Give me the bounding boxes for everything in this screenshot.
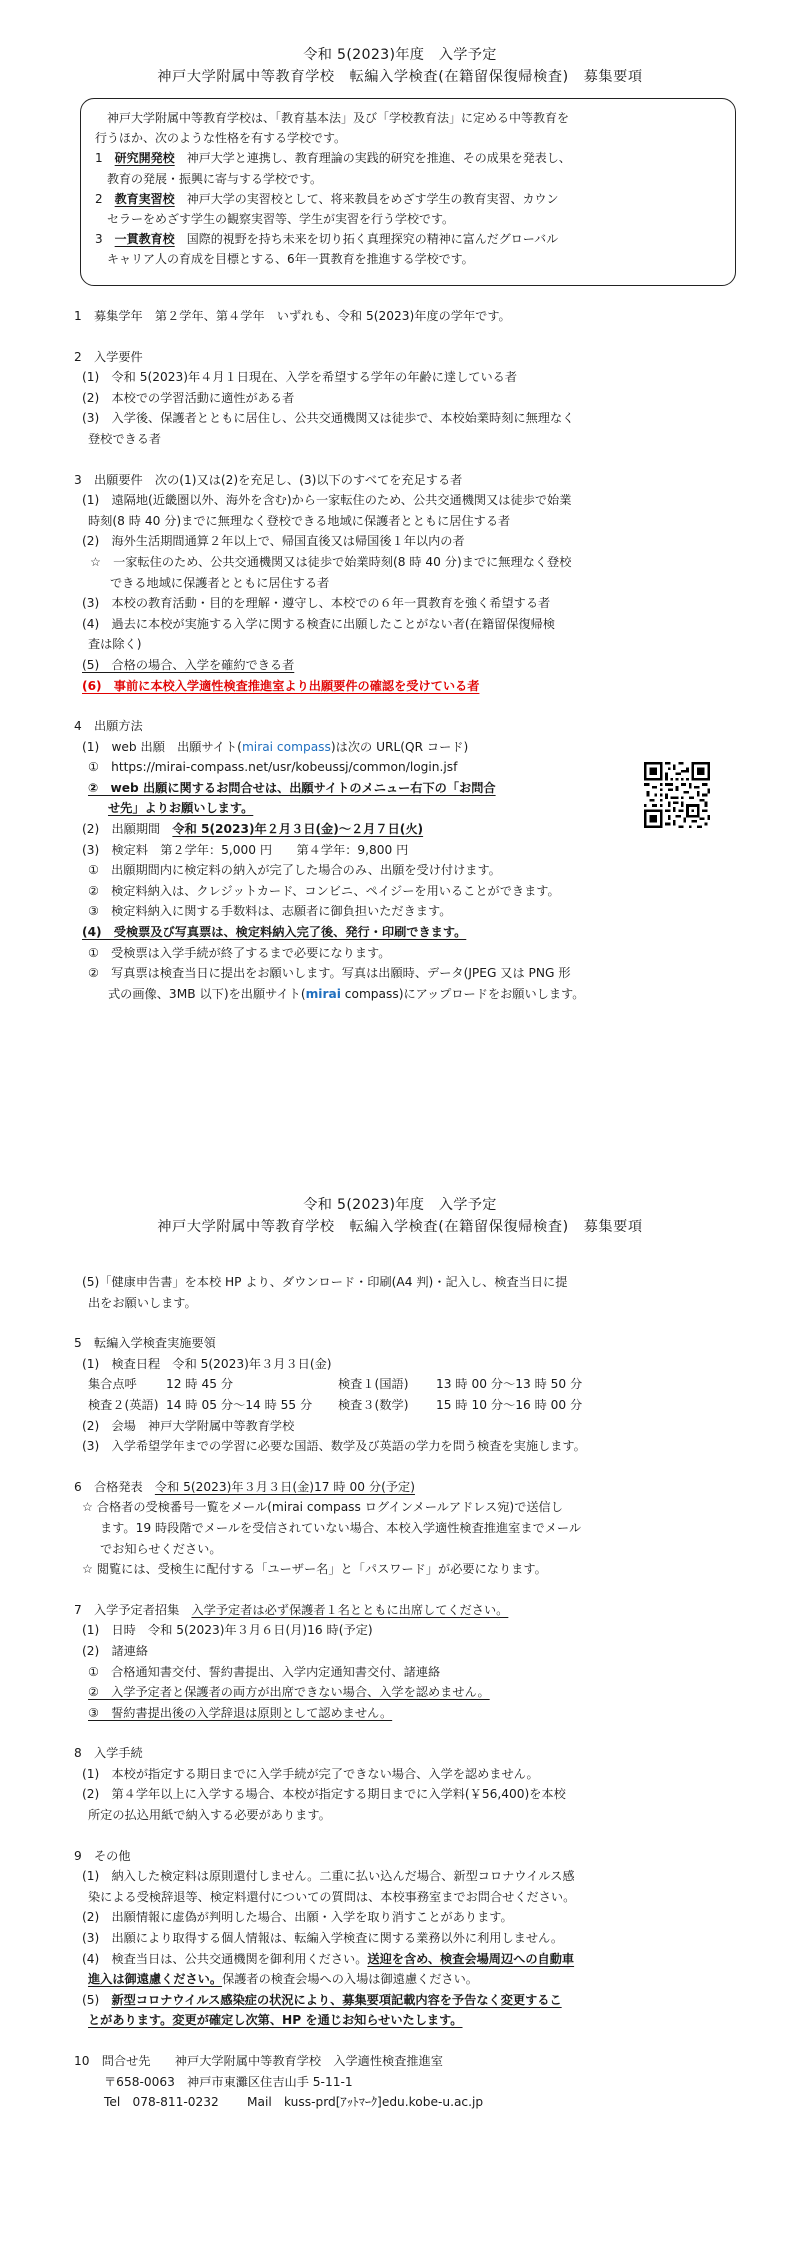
ticket-note-cont (74, 984, 740, 1005)
page-title (0, 44, 800, 88)
schedule-cell: 12 時 45 分 (166, 1377, 234, 1392)
page-2-body (74, 1272, 740, 2113)
mirai-word: mirai (305, 986, 341, 1001)
ticket-note-text-end: compass)にアップロードをお願いします。 (340, 986, 585, 1001)
intro-item-text: 神戸大学の実習校として、将来教員をめざす学生の教育実習、カウン (186, 191, 559, 206)
star-note-cont: できる地域に保護者とともに居住する者 (110, 575, 330, 590)
intro-item-text: 国際的視野を持ち未来を切り拓く真理探究の精神に富んだグローバル (186, 232, 559, 247)
list-item: (1) 令和 5(2023)年４月１日現在、入学を希望する学年の年齢に達している者 (82, 370, 518, 385)
mirai-compass-link[interactable]: mirai compass (241, 739, 331, 754)
intro-item-text-cont: キャリア人の育成を目標とする、6年一貫教育を推進する学校です。 (107, 252, 474, 267)
section-4-application-method (74, 716, 740, 1004)
intro-item-num: 2 (95, 191, 103, 206)
exam-date: (1) 検査日程 令和 5(2023)年３月３日(金) (82, 1356, 332, 1371)
intro-item-head: 教育実習校 (114, 191, 175, 206)
red-emphasis-text: (6) 事前に本校入学適性検査推進室より出願要件の確認を受けている者 (82, 678, 480, 693)
section-heading (74, 1477, 740, 1498)
orientation-date: (1) 日時 令和 5(2023)年３月６日(月)16 時(予定) (82, 1623, 373, 1638)
agenda-item: ① 合格通知書交付、誓約書提出、入学内定通知書交付、諸連絡 (88, 1664, 441, 1679)
agenda-item (74, 1682, 740, 1703)
star-note: ☆ 一家転住のため、公共交通機関又は徒歩で始業時刻(8 時 40 分)までに無理なく登校 (90, 554, 572, 569)
star-note: ☆ 閲覧には、受検生に配付する「ユーザー名」と「パスワード」が必要になります。 (82, 1562, 547, 1577)
intro-item-3 (95, 229, 725, 249)
section-5-exam-outline (74, 1333, 740, 1457)
intro-item-1 (95, 148, 725, 168)
page-2 (0, 1150, 800, 2260)
list-item: (2) 本校での学習活動に適性がある者 (82, 390, 295, 405)
schedule-cell: 13 時 00 分～13 時 50 分 (436, 1377, 583, 1392)
section-heading: 10 問合せ先 神戸大学附属中等教育学校 入学適性検査推進室 (74, 2054, 443, 2068)
title-line-1: 令和 5(2023)年度 入学予定 (303, 1197, 497, 1213)
title-line-1: 令和 5(2023)年度 入学予定 (303, 47, 497, 63)
list-item-cont: 査は除く) (88, 637, 142, 652)
fee-note: ① 出願期間内に検定料の納入が完了した場合のみ、出願を受け付けます。 (88, 863, 501, 878)
page-1-body (74, 306, 740, 1004)
list-item: (2) 海外生活期間通算２年以上で、帰国直後又は帰国後１年以内の者 (82, 534, 465, 549)
ticket-text: (4) 受検票及び写真票は、検定料納入完了後、発行・印刷できます。 (82, 925, 467, 940)
schedule-cell: 検査１(国語) (338, 1377, 409, 1392)
bold-underline-text: 進入は御遠慮ください。 (88, 1972, 223, 1987)
section-heading: 4 出願方法 (74, 719, 143, 734)
web-application-line (74, 737, 740, 758)
list-item: (3) 入学後、保護者とともに居住し、公共交通機関又は徒歩で、本校始業時刻に無理なく (82, 411, 575, 426)
section-heading: 8 入学手続 (74, 1746, 143, 1761)
attendance-requirement: 入学予定者は必ず保護者１名とともに出席してください。 (191, 1602, 509, 1617)
exam-fee: (3) 検定料 第２学年：5,000 円 第４学年：9,800 円 (82, 842, 409, 857)
page-1 (0, 0, 800, 1130)
list-item (74, 1949, 740, 1970)
list-item-required-check (74, 676, 740, 697)
contact-tel-mail[interactable]: Tel 078-811-0232 Mail kuss-prd[ｱｯﾄﾏｰｸ]edu.kobe-u.ac.jp (104, 2095, 484, 2110)
health-declaration: (5)「健康申告書」を本校 HP より、ダウンロード・印刷(A4 判)・記入し、検査当日に提 (82, 1275, 568, 1289)
intro-item-text-cont: セラーをめざす学生の観察実習等、学生が実習を行う学校です。 (107, 212, 455, 227)
list-item: (1) 本校が指定する期日までに入学手続が完了できない場合、入学を認めません。 (82, 1766, 539, 1781)
list-item-text: 保護者の検査会場への入場は御遠慮ください。 (222, 1972, 478, 1987)
fee-note: ③ 検定料納入に関する手数料は、志願者に御負担いただきます。 (88, 904, 452, 919)
intro-item-num: 1 (95, 151, 103, 166)
star-note: ☆ 合格者の受検番号一覧をメール(mirai compass ログインメールアドレス宛)で送信し (82, 1500, 563, 1515)
title-line-2: 神戸大学附属中等教育学校 転編入学検査(在籍留保復帰検査) 募集要項 (157, 69, 643, 85)
inquiry-text-cont: せ先」よりお願いします。 (108, 801, 254, 816)
section-7-orientation (74, 1600, 740, 1724)
agenda-item (74, 1703, 740, 1724)
section-9-other (74, 1846, 740, 2031)
list-item: (1) 遠隔地(近畿圏以外、海外を含む)から一家転住のため、公共交通機関又は徒歩で始業 (82, 493, 572, 508)
ticket-issue (74, 922, 740, 943)
intro-item-head: 一貫教育校 (114, 232, 175, 247)
section-heading-text: 6 合格発表 (74, 1479, 155, 1494)
inquiry-text: ② web 出願に関するお問合せは、出願サイトのメニュー右下の「お問合 (88, 780, 496, 795)
list-item-num: (5) (82, 1992, 112, 2007)
star-note-cont: でお知らせください。 (100, 1541, 222, 1556)
period-dates: 令和 5(2023)年２月３日(金)～２月７日(火) (172, 822, 424, 837)
web-application-text: (1) web 出願 出願サイト( (82, 739, 242, 754)
inquiry-note-cont (74, 798, 740, 819)
health-declaration-cont: 出をお願いします。 (88, 1295, 197, 1310)
intro-item-text: 神戸大学と連携し、教育理論の実践的研究を推進、その成果を発表し、 (186, 151, 571, 166)
list-item-text: (5) 合格の場合、入学を確約できる者 (82, 657, 295, 672)
list-item (74, 655, 740, 676)
intro-box (80, 98, 736, 286)
orientation-agenda: (2) 諸連絡 (82, 1643, 149, 1658)
bold-underline-text: 送迎を含め、検査会場周辺への自動車 (367, 1951, 575, 1966)
web-application-text-end: )は次の URL(QR コード) (330, 739, 469, 754)
exam-schedule (74, 1374, 740, 1415)
schedule-cell: 検査３(数学) (338, 1397, 409, 1412)
list-item-text: (4) 検査当日は、公共交通機関を御利用ください。 (82, 1951, 368, 1966)
period-label: (2) 出願期間 (82, 822, 173, 837)
inquiry-note (74, 778, 740, 799)
results-date: 令和 5(2023)年３月３日(金)17 時 00 分(予定) (154, 1479, 415, 1494)
list-item-cont: 時刻(8 時 40 分)までに無理なく登校できる地域に保護者とともに居住する者 (88, 513, 511, 528)
list-item (74, 1990, 740, 2011)
ticket-note-text: 式の画像、3MB 以下)を出願サイト( (108, 986, 306, 1001)
list-item-cont (74, 2010, 740, 2031)
schedule-cell: 検査２(英語) (88, 1397, 159, 1412)
qr-code-icon[interactable] (644, 762, 710, 828)
list-item: (2) 出願情報に虚偽が判明した場合、出願・入学を取り消すことがあります。 (82, 1910, 513, 1925)
list-item-cont: 登校できる者 (88, 431, 162, 446)
fee-note: ② 検定料納入は、クレジットカード、コンビニ、ペイジーを用いることができます。 (88, 883, 560, 898)
bold-underline-text: 新型コロナウイルス感染症の状況により、募集要項記載内容を予告なく変更するこ (111, 1992, 562, 2007)
intro-item-text-cont: 教育の発展・振興に寄与する学校です。 (107, 171, 323, 186)
schedule-cell: 15 時 10 分～16 時 00 分 (436, 1397, 583, 1412)
section-heading: 5 転編入学検査実施要領 (74, 1336, 216, 1351)
section-heading: 3 出願要件 次の(1)又は(2)を充足し、(3)以下のすべてを充足する者 (74, 472, 463, 487)
section-1-recruit-grade: 1 募集学年 第２学年、第４学年 いずれも、令和 5(2023)年度の学年です。 (74, 309, 511, 323)
list-item: (3) 出願により取得する個人情報は、転編入学検査に関する業務以外に利用しません。 (82, 1931, 564, 1946)
section-10-contact (74, 2051, 740, 2113)
intro-lead-2: 行うほか、次のような性格を有する学校です。 (95, 131, 347, 146)
list-item: (4) 過去に本校が実施する入学に関する検査に出願したことがない者(在籍留保復帰検 (82, 616, 555, 631)
schedule-cell: 14 時 05 分～14 時 55 分 (166, 1397, 313, 1412)
section-8-enrollment (74, 1743, 740, 1825)
list-item-cont: 所定の払込用紙で納入する必要があります。 (88, 1808, 331, 1823)
section-heading (74, 1600, 740, 1621)
list-item-cont (74, 1969, 740, 1990)
bold-underline-text: とがあります。変更が確定し次第、HP を通じお知らせいたします。 (88, 2013, 463, 2028)
application-url[interactable]: ① https://mirai-compass.net/usr/kobeussj/common/login.jsf (88, 760, 458, 775)
intro-item-2 (95, 189, 725, 209)
list-item: (2) 第４学年以上に入学する場合、本校が指定する期日までに入学料(￥56,400)を本校 (82, 1787, 566, 1802)
section-6-results (74, 1477, 740, 1580)
list-item-cont: 染による受検辞退等、検定料還付についての質問は、本校事務室までお問合せください。 (88, 1889, 576, 1904)
agenda-item-text: ② 入学予定者と保護者の両方が出席できない場合、入学を認めません。 (88, 1685, 490, 1700)
intro-lead-1: 神戸大学附属中等教育学校は、「教育基本法」及び「学校教育法」に定める中等教育を (107, 111, 570, 125)
star-note-cont: ます。19 時段階でメールを受信されていない場合、本校入学適性検査推進室までメール (100, 1520, 582, 1535)
page-title (0, 1194, 800, 1238)
schedule-cell: 集合点呼 (88, 1377, 137, 1392)
section-heading: 2 入学要件 (74, 349, 143, 364)
section-2-eligibility (74, 347, 740, 450)
ticket-note: ① 受検票は入学手続が終了するまで必要になります。 (88, 945, 391, 960)
contact-address: 〒658-0063 神戸市東灘区住吉山手 5-11-1 (104, 2074, 353, 2089)
list-item: (3) 本校の教育活動・目的を理解・遵守し、本校での６年一貫教育を強く希望する者 (82, 596, 551, 611)
section-3-application-requirements (74, 470, 740, 697)
application-period (74, 819, 740, 840)
section-heading-text: 7 入学予定者招集 (74, 1602, 192, 1617)
list-item: (1) 納入した検定料は原則還付しません。二重に払い込んだ場合、新型コロナウイルス感 (82, 1869, 575, 1884)
exam-venue: (2) 会場 神戸大学附属中等教育学校 (82, 1418, 295, 1433)
ticket-note: ② 写真票は検査当日に提出をお願いします。写真は出願時、データ(JPEG 又は PNG 形 (88, 966, 571, 981)
agenda-item-text: ③ 誓約書提出後の入学辞退は原則として認めません。 (88, 1705, 393, 1720)
section-heading: 9 その他 (74, 1848, 131, 1863)
exam-subjects: (3) 入学希望学年までの学習に必要な国語、数学及び英語の学力を問う検査を実施します。 (82, 1439, 586, 1454)
title-line-2: 神戸大学附属中等教育学校 転編入学検査(在籍留保復帰検査) 募集要項 (157, 1219, 643, 1235)
intro-item-head: 研究開発校 (114, 151, 175, 166)
intro-item-num: 3 (95, 232, 103, 247)
